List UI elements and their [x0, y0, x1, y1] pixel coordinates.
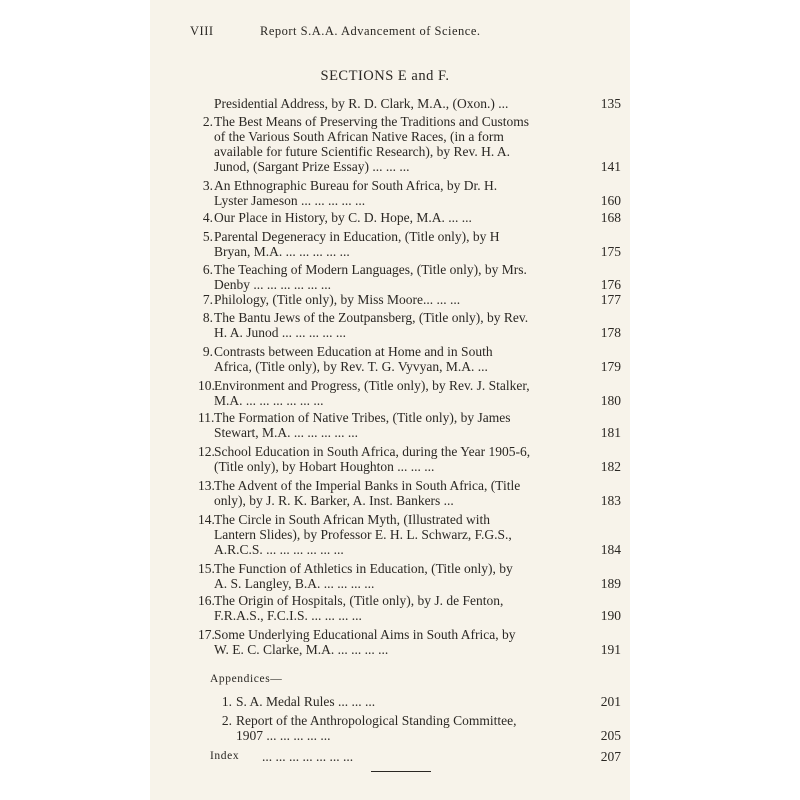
entry-line: Presidential Address, by R. D. Clark, M.A., (Oxon.) ...: [214, 96, 509, 111]
toc-entry: [150, 292, 630, 307]
entry-title: [214, 292, 578, 307]
appendices-label: Appendices—: [210, 673, 283, 685]
entry-page-number: 160: [600, 193, 621, 208]
entry-title: [214, 344, 578, 374]
toc-entry: [150, 210, 630, 225]
entry-number: 6.: [202, 262, 213, 277]
entry-line: The Bantu Jews of the Zoutpansberg, (Title only), by Rev.: [214, 310, 529, 325]
entry-title: [214, 478, 578, 508]
index-leader-dots: ... ... ... ... ... ... ...: [262, 749, 354, 764]
entry-title: [214, 512, 578, 557]
entry-title: [214, 627, 578, 657]
toc-entry: [150, 478, 630, 508]
entry-page-number: 201: [600, 694, 621, 709]
entry-line: The Best Means of Preserving the Traditions and Customs: [214, 114, 529, 129]
entry-title: [236, 694, 576, 709]
toc-entry: [150, 444, 630, 474]
entry-page-number: 176: [600, 277, 621, 292]
toc-entry: [150, 229, 630, 259]
entry-number: 15.: [198, 561, 215, 576]
entry-number: 10.: [198, 378, 215, 393]
entry-number: 4.: [202, 210, 213, 225]
entry-line: A.R.C.S. ... ... ... ... ... ...: [214, 542, 344, 557]
closing-rule: [371, 771, 431, 772]
entry-line: The Circle in South African Myth, (Illustrated with: [214, 512, 490, 527]
entry-line: Philology, (Title only), by Miss Moore... ... ...: [214, 292, 461, 307]
entry-title: [214, 593, 578, 623]
entry-title: [214, 561, 578, 591]
appendix-item: [150, 694, 630, 709]
entry-title: [214, 310, 578, 340]
entry-page-number: 190: [600, 608, 621, 623]
entry-page-number: 181: [600, 425, 621, 440]
entry-line: Lyster Jameson ... ... ... ... ...: [214, 193, 366, 208]
entry-number: 2.: [221, 713, 232, 728]
entry-title: [214, 96, 578, 111]
entry-number: 11.: [198, 410, 215, 425]
entry-line: Parental Degeneracy in Education, (Title only), by H: [214, 229, 500, 244]
entry-line: The Formation of Native Tribes, (Title only), by James: [214, 410, 511, 425]
toc-entry: [150, 512, 630, 557]
entry-line: of the Various South African Native Races, (in a form: [214, 129, 504, 144]
toc-entry: [150, 410, 630, 440]
index-label: Index: [210, 750, 240, 762]
entry-page-number: 168: [600, 210, 621, 225]
entry-number: 9.: [202, 344, 213, 359]
entry-page-number: 205: [600, 728, 621, 743]
entry-page-number: 135: [600, 96, 621, 111]
entry-line: Contrasts between Education at Home and in South: [214, 344, 493, 359]
entry-page-number: 178: [600, 325, 621, 340]
toc-entry: [150, 262, 630, 292]
section-heading: SECTIONS E and F.: [320, 68, 450, 84]
toc-entry: [150, 561, 630, 591]
entry-number: 17.: [198, 627, 215, 642]
entry-title: [214, 178, 578, 208]
entry-line: (Title only), by Hobart Houghton ... ... ...: [214, 459, 435, 474]
entry-line: The Function of Athletics in Education, (Title only), by: [214, 561, 513, 576]
index-page-number: 207: [600, 749, 621, 764]
entry-page-number: 180: [600, 393, 621, 408]
entry-number: 16.: [198, 593, 215, 608]
entry-number: 8.: [202, 310, 213, 325]
entry-number: 1.: [221, 694, 232, 709]
entry-number: 12.: [198, 444, 215, 459]
appendix-item: [150, 713, 630, 743]
entry-page-number: 175: [600, 244, 621, 259]
entry-title: [214, 210, 578, 225]
entry-line: Stewart, M.A. ... ... ... ... ...: [214, 425, 358, 440]
entry-line: The Advent of the Imperial Banks in South Africa, (Title: [214, 478, 521, 493]
entry-line: Our Place in History, by C. D. Hope, M.A. ... ...: [214, 210, 472, 225]
entry-line: An Ethnographic Bureau for South Africa, by Dr. H.: [214, 178, 498, 193]
entry-number: 2.: [202, 114, 213, 129]
entry-title: [214, 444, 578, 474]
entry-line: Report of the Anthropological Standing Committee,: [236, 713, 517, 728]
toc-entry: [150, 114, 630, 174]
entry-page-number: 179: [600, 359, 621, 374]
entry-number: 3.: [202, 178, 213, 193]
entry-line: The Origin of Hospitals, (Title only), by J. de Fenton,: [214, 593, 504, 608]
entry-number: 5.: [202, 229, 213, 244]
toc-entry: [150, 627, 630, 657]
toc-entry: [150, 178, 630, 208]
entry-title: [214, 378, 578, 408]
entry-line: Some Underlying Educational Aims in South Africa, by: [214, 627, 516, 642]
entry-line: The Teaching of Modern Languages, (Title only), by Mrs.: [214, 262, 527, 277]
entry-number: 13.: [198, 478, 215, 493]
entry-line: Africa, (Title only), by Rev. T. G. Vyvyan, M.A. ...: [214, 359, 488, 374]
entry-title: [214, 114, 578, 174]
entry-page-number: 177: [600, 292, 621, 307]
entry-line: A. S. Langley, B.A. ... ... ... ...: [214, 576, 375, 591]
page-folio: VIII: [190, 24, 214, 38]
entry-line: 1907 ... ... ... ... ...: [236, 728, 331, 743]
toc-entry: [150, 593, 630, 623]
entry-line: H. A. Junod ... ... ... ... ...: [214, 325, 347, 340]
entry-line: W. E. C. Clarke, M.A. ... ... ... ...: [214, 642, 389, 657]
entry-page-number: 189: [600, 576, 621, 591]
entry-page-number: 183: [600, 493, 621, 508]
toc-entry: [150, 310, 630, 340]
entry-page-number: 182: [600, 459, 621, 474]
entry-title: [214, 410, 578, 440]
entry-line: Denby ... ... ... ... ... ...: [214, 277, 331, 292]
entry-page-number: 141: [600, 159, 621, 174]
running-head-title: Report S.A.A. Advancement of Science.: [260, 24, 481, 38]
entry-line: Environment and Progress, (Title only), by Rev. J. Stalker,: [214, 378, 530, 393]
entry-number: 7.: [202, 292, 213, 307]
toc-entry: [150, 96, 630, 111]
entry-line: Lantern Slides), by Professor E. H. L. Schwarz, F.G.S.,: [214, 527, 512, 542]
entry-line: only), by J. R. K. Barker, A. Inst. Bankers ...: [214, 493, 454, 508]
entry-page-number: 184: [600, 542, 621, 557]
entry-number: 14.: [198, 512, 215, 527]
entry-line: M.A. ... ... ... ... ... ...: [214, 393, 324, 408]
entry-line: S. A. Medal Rules ... ... ...: [236, 694, 376, 709]
toc-entry: [150, 344, 630, 374]
entry-title: [236, 713, 576, 743]
entry-page-number: 191: [600, 642, 621, 657]
entry-title: [214, 262, 578, 292]
entry-line: available for future Scientific Research), by Rev. H. A.: [214, 144, 511, 159]
entry-line: Bryan, M.A. ... ... ... ... ...: [214, 244, 350, 259]
book-page: [150, 0, 630, 800]
entry-line: Junod, (Sargant Prize Essay) ... ... ...: [214, 159, 410, 174]
entry-line: F.R.A.S., F.C.I.S. ... ... ... ...: [214, 608, 362, 623]
entry-line: School Education in South Africa, during the Year 1905-6,: [214, 444, 531, 459]
toc-entry: [150, 378, 630, 408]
entry-title: [214, 229, 578, 259]
